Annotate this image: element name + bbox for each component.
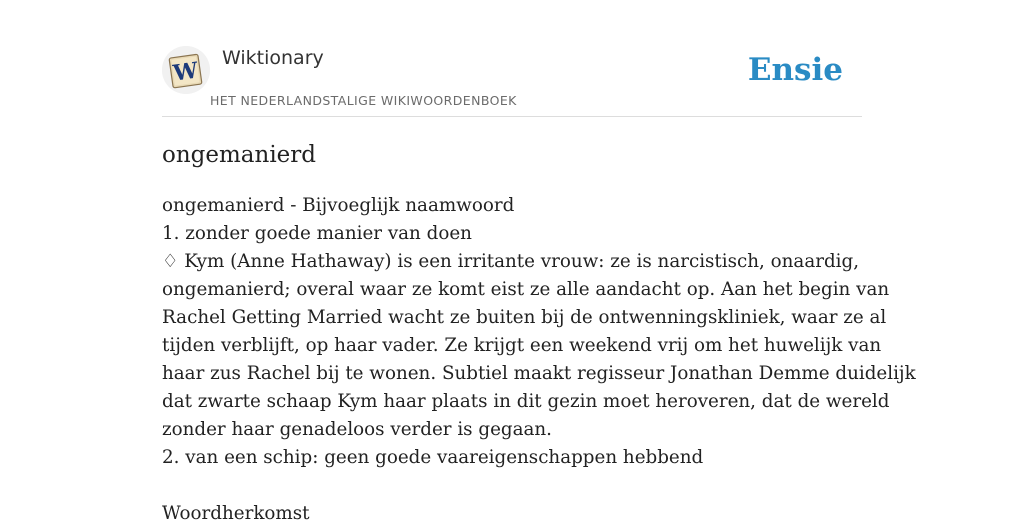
site-header [162, 44, 862, 117]
site-tagline: HET NEDERLANDSTALIGE WIKIWOORDENBOEK [210, 93, 517, 108]
svg-text:W: W [171, 57, 200, 87]
example-line: zonder haar genadeloos verder is gegaan. [162, 419, 552, 440]
example-line: Rachel Getting Married wacht ze buiten bij de ontwenningskliniek, waar ze al [162, 307, 887, 328]
sense-2: 2. van een schip: geen goede vaareigenschappen hebbend [162, 447, 704, 468]
page-title: ongemanierd [162, 142, 317, 168]
example-quote [162, 248, 916, 444]
example-line: haar zus Rachel bij te wonen. Subtiel maakt regisseur Jonathan Demme duidelijk [162, 363, 916, 384]
example-line: ongemanierd; overal waar ze komt eist ze alle aandacht op. Aan het begin van [162, 279, 890, 300]
example-line: tijden verblijft, op haar vader. Ze krijgt een weekend vrij om het huwelijk van [162, 335, 882, 356]
wiktionary-logo-icon[interactable] [162, 46, 210, 94]
entry-heading: ongemanierd - Bijvoeglijk naamwoord [162, 195, 515, 216]
example-line: ♢ Kym (Anne Hathaway) is een irritante vrouw: ze is narcistisch, onaardig, [162, 251, 860, 272]
entry-content [162, 192, 916, 528]
section-heading-etymology: Woordherkomst [162, 503, 310, 524]
site-name[interactable]: Wiktionary [222, 47, 324, 69]
example-line: dat zwarte schaap Kym haar plaats in dit gezin moet heroveren, dat de wereld [162, 391, 890, 412]
ensie-brand-logo[interactable]: Ensie [747, 52, 843, 88]
spacer [162, 472, 862, 500]
sense-1: 1. zonder goede manier van doen [162, 223, 472, 244]
